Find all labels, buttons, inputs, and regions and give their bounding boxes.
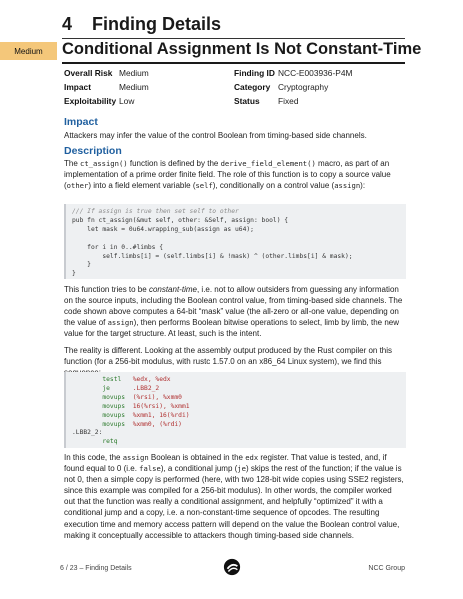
asm-operands: (%rsi), %xmm0 [132, 393, 182, 401]
description-paragraph-3: The reality is different. Looking at the assembly output produced by the Rust compiler on this function (for a 256-bit modulus, with rustc 1.57.0 on an x86_64 Linux system), we find this [64, 346, 393, 367]
asm-opcode: movups [102, 393, 133, 401]
section-number: 4 [62, 14, 73, 34]
description-heading: Description [64, 145, 122, 157]
finding-title: Conditional Assignment Is Not Constant-Time [62, 40, 422, 58]
ncc-group-logo-icon [223, 558, 241, 576]
asm-line: .LBB2_2: [72, 429, 103, 437]
description-paragraph-1: The ct_assign() function is defined by the derive_field_element() macro, as part of an implementation of a prime order finite field. The role of this function is to copy a source value (other) into a field element variable (self), conditionally on a control value (assign): [64, 159, 391, 191]
exploitability-label: Exploitability [64, 96, 117, 106]
asm-opcode: retq [102, 438, 133, 446]
asm-line [72, 438, 406, 447]
inline-code: false [139, 464, 161, 474]
inline-code: self [195, 181, 213, 191]
asm-operands: %edx, %edx [132, 376, 171, 383]
asm-operands: 16(%rsi), %xmm1 [132, 402, 190, 410]
impact-heading: Impact [64, 116, 98, 128]
title-divider [62, 62, 405, 64]
code-line: /// If assign is true then set self to other [72, 208, 239, 215]
inline-code: edx [245, 453, 259, 462]
inline-code: je [237, 464, 246, 474]
asm-operands: %xmm1, 16(%rdi) [132, 411, 190, 419]
asm-line [72, 403, 406, 412]
asm-operands: %xmm0, (%rdi) [132, 420, 182, 428]
severity-badge: Medium [0, 42, 57, 60]
asm-line [72, 385, 406, 394]
inline-code: assign [122, 453, 149, 462]
asm-line [72, 376, 406, 385]
asm-line [72, 412, 406, 421]
impact-text: Attackers may infer the value of the control Boolean from timing-based side channels. [64, 131, 367, 140]
rust-code-block [64, 204, 406, 279]
asm-opcode: movups [102, 420, 133, 428]
status-value: Fixed [278, 96, 299, 106]
code-line: pub fn ct_assign(&mut self, other: &Self, assign: bool) { [72, 216, 289, 224]
inline-code: assign [334, 181, 361, 191]
description-paragraph-4: In this code, the assign Boolean is obtained in the edx register. That value is tested, and, if found equal to 0 (i.e. false), a conditional jump (je) skips the rest of the function; if the value is not 0, then a simple copy is performed (here, with two 128-bit wide copies using SSE2 registers, since this example was compiled for a 256-bit modulus). In other words, the compiler worked out that the function was really a conditional assignment, and helpfully “optimized” it with a conditional jump and a copy, i.e. a non-constant-time sequence of opcodes. The resulting execution time and memory access pattern will depend on the value the Boolean control value, making it conceptually accessible to attackers though timing-based side channels. [64, 453, 404, 540]
inline-code: assign [107, 318, 134, 328]
inline-code: ct_assign() [80, 159, 128, 168]
finding-id-value: NCC-E003936-P4M [278, 68, 353, 78]
section-heading [62, 14, 221, 35]
overall-risk-value: Medium [119, 68, 149, 78]
code-line: let mask = 0u64.wrapping_sub(assign as u64); [72, 225, 254, 233]
asm-opcode: testl [102, 376, 133, 383]
asm-line [72, 394, 406, 403]
code-line: } [72, 261, 91, 269]
category-label: Category [234, 82, 271, 92]
impact-label: Impact [64, 82, 91, 92]
asm-operands: .LBB2_2 [132, 384, 160, 392]
description-paragraph-2: This function tries to be constant-time, i.e. not to allow outsiders from guessing any information on the source inputs, including the Boolean control value, from timing-based side channels. The code shown above computes a 64-bit “mask” value (the all-zero or all-one value, depending on the value of assign), then performs Boolean bitwise operations to select, limb by limb, the new value for the target structure. At least, such is the intent. [64, 285, 403, 339]
code-line: self.limbs[i] = (self.limbs[i] & !mask) ^ (other.limbs[i] & mask); [72, 252, 353, 260]
section-divider [62, 38, 405, 39]
code-line: } [72, 270, 76, 278]
exploitability-value: Low [119, 96, 135, 106]
footer-company: NCC Group [368, 565, 405, 572]
category-value: Cryptography [278, 82, 329, 92]
code-line: for i in 0..#limbs { [72, 243, 163, 251]
status-label: Status [234, 96, 260, 106]
asm-line [72, 421, 406, 430]
asm-opcode: movups [102, 402, 133, 410]
asm-opcode: je [102, 384, 133, 392]
asm-opcode: movups [102, 411, 133, 419]
section-title: Finding Details [92, 14, 222, 34]
code-line [72, 235, 406, 244]
footer-page-info: 6 / 23 – Finding Details [60, 565, 132, 572]
overall-risk-label: Overall Risk [64, 68, 113, 78]
assembly-code-block [64, 372, 406, 448]
inline-code: derive_field_element() [220, 159, 316, 168]
impact-value: Medium [119, 82, 149, 92]
finding-id-label: Finding ID [234, 68, 275, 78]
inline-code: other [66, 181, 89, 191]
